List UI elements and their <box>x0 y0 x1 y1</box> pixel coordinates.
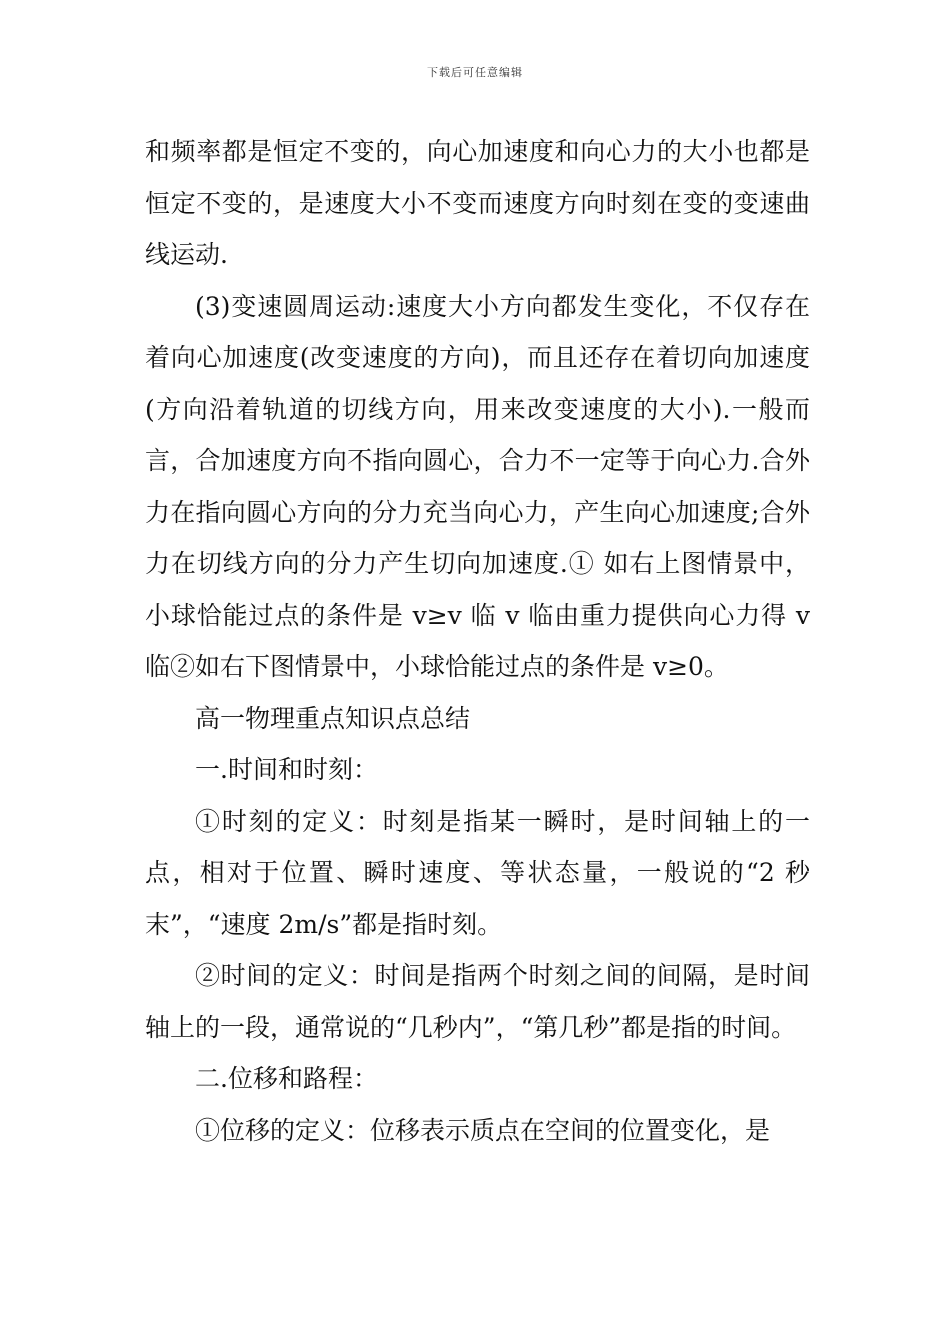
section-heading-time: 一.时间和时刻： <box>195 755 378 784</box>
paragraph-variable-circular-motion: (3)变速圆周运动:速度大小方向都发生变化，不仅存在着向心加速度(改变速度的方向)，而且还存在着切向加速度(方向沿着轨道的切线方向，用来改变速度的大小).一般而言，合加速度方向不指向圆心，合力不一定等于向心力.合外力在指向圆心方向的分力充当向心力，产生向心加速度;合外力在切线方向的分力产生切向加速度.① 如右上图情景中，小球恰能过点的条件是 v≥v 临 v 临由重力提供向心力得 v 临②如右下图情景中，小球恰能过点的条件是 v≥0。 <box>145 291 810 681</box>
page-header: 下载后可任意编辑 <box>427 66 523 79</box>
paragraph-displacement-definition: ①位移的定义：位移表示质点在空间的位置变化，是 <box>195 1115 771 1145</box>
paragraph-time-definition: ②时间的定义：时间是指两个时刻之间的间隔，是时间轴上的一段，通常说的“几秒内”，“第几秒”都是指的时间。 <box>145 961 810 1042</box>
paragraph-uniform-circular-motion-end: 和频率都是恒定不变的，向心加速度和向心力的大小也都是恒定不变的，是速度大小不变而速度方向时刻在变的变速曲线运动. <box>145 137 810 269</box>
document-body <box>145 126 810 1156</box>
section-heading-displacement: 二.位移和路程： <box>195 1064 378 1093</box>
paragraph-moment-definition: ①时刻的定义：时刻是指某一瞬时，是时间轴上的一点，相对于位置、瞬时速度、等状态量，一般说的“2 秒末”，“速度 2m/s”都是指时刻。 <box>145 806 810 939</box>
section-heading-summary: 高一物理重点知识点总结 <box>195 703 471 733</box>
